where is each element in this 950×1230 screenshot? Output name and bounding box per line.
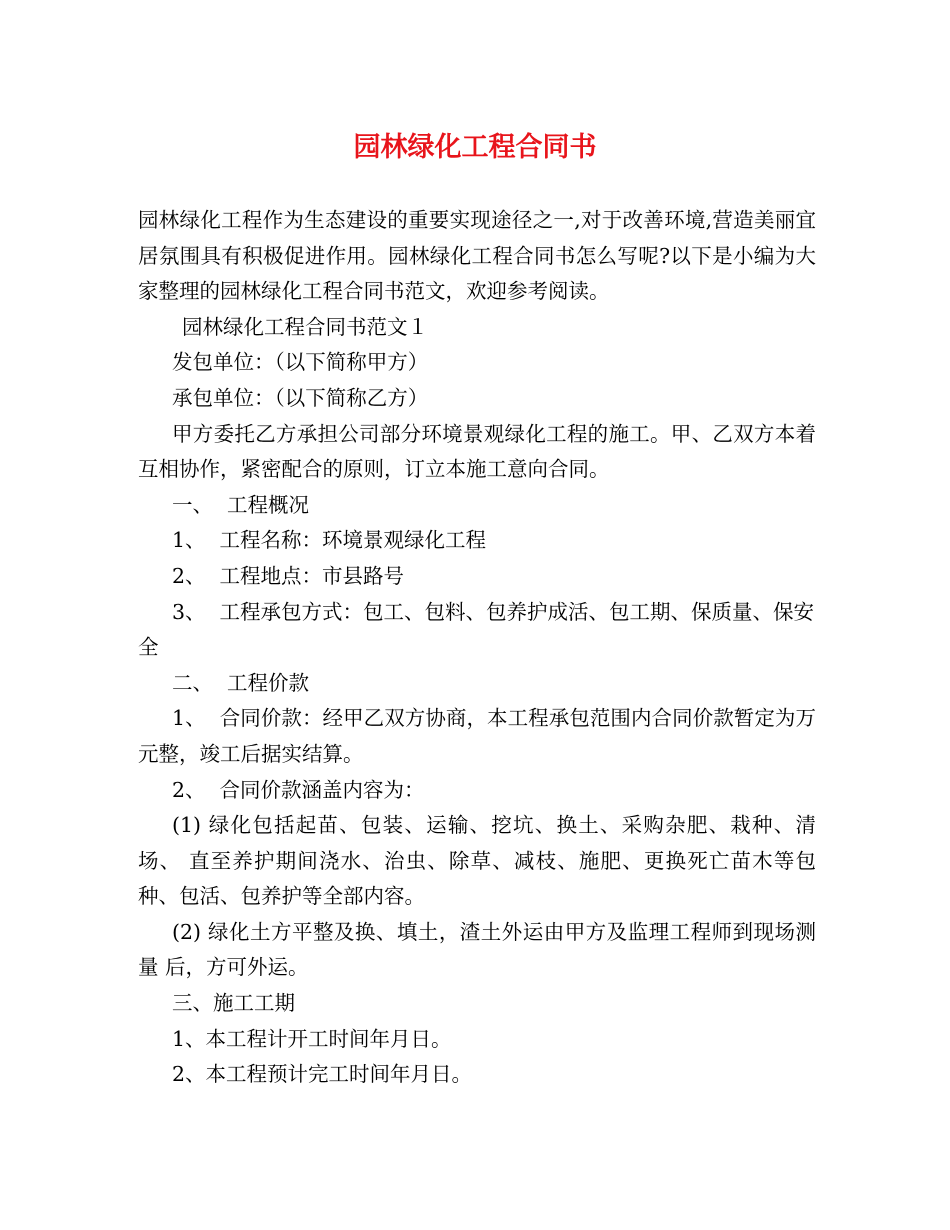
section-3-heading: 三、施工工期 bbox=[172, 991, 295, 1016]
section-2-item-2 bbox=[138, 773, 816, 809]
sample-heading: 园林绿化工程合同书范文１ bbox=[182, 314, 428, 339]
item-number: 3、 bbox=[172, 599, 206, 624]
item-number: 1、 bbox=[172, 706, 206, 731]
item-number: 2、 bbox=[172, 777, 206, 802]
intro-paragraph: 园林绿化工程作为生态建设的重要实现途径之一,对于改善环境,营造美丽宜居氛围具有积极促进作用。园林绿化工程合同书怎么写呢?以下是小编为大家整理的园林绿化工程合同书范文，欢迎参考阅读。 bbox=[138, 208, 816, 304]
section-3-item-1: 1、本工程计开工时间年月日。 bbox=[172, 1026, 452, 1051]
section-2-item-1 bbox=[138, 701, 816, 772]
item-text: 工程名称：环境景观绿化工程 bbox=[219, 528, 487, 553]
section-1-item-3 bbox=[138, 595, 816, 666]
document-body bbox=[138, 203, 816, 1093]
section-1-item-1 bbox=[138, 523, 816, 559]
section-3-item-2: 2、本工程预计完工时间年月日。 bbox=[172, 1062, 473, 1087]
section-1-item-2 bbox=[138, 559, 816, 595]
sub-item-2: (2) 绿化土方平整及换、填土，渣土外运由甲方及监理工程师到现场测量 后，方可外运。 bbox=[138, 919, 816, 980]
section-2-heading bbox=[138, 666, 816, 702]
section-text: 工程概况 bbox=[227, 492, 309, 517]
section-text: 工程价款 bbox=[227, 670, 309, 695]
item-text: 工程承包方式：包工、包料、包养护成活、包工期、保质量、保安全 bbox=[138, 599, 815, 660]
section-number: 二、 bbox=[172, 670, 213, 695]
section-number: 一、 bbox=[172, 492, 213, 517]
item-number: 2、 bbox=[172, 563, 206, 588]
party-b-line: 承包单位：（以下简称乙方） bbox=[172, 385, 429, 410]
party-a-line: 发包单位：（以下简称甲方） bbox=[172, 350, 429, 375]
document-title: 园林绿化工程合同书 bbox=[353, 132, 597, 163]
item-text: 合同价款：经甲乙双方协商，本工程承包范围内合同价款暂定为万 元整，竣工后据实结算。 bbox=[138, 706, 816, 766]
item-text: 合同价款涵盖内容为： bbox=[219, 777, 425, 802]
sub-item-1: (1) 绿化包括起苗、包装、运输、挖坑、换土、采购杂肥、栽种、清场、 直至养护期间浇水、治虫、除草、减枝、施肥、更换死亡苗木等包种、包活、包养护等全部内容。 bbox=[138, 813, 816, 909]
section-1-heading bbox=[138, 488, 816, 524]
item-text: 工程地点：市县路号 bbox=[219, 563, 405, 588]
entrust-paragraph: 甲方委托乙方承担公司部分环境景观绿化工程的施工。甲、乙双方本着互相协作，紧密配合的原则，订立本施工意向合同。 bbox=[138, 421, 816, 482]
item-number: 1、 bbox=[172, 528, 206, 553]
